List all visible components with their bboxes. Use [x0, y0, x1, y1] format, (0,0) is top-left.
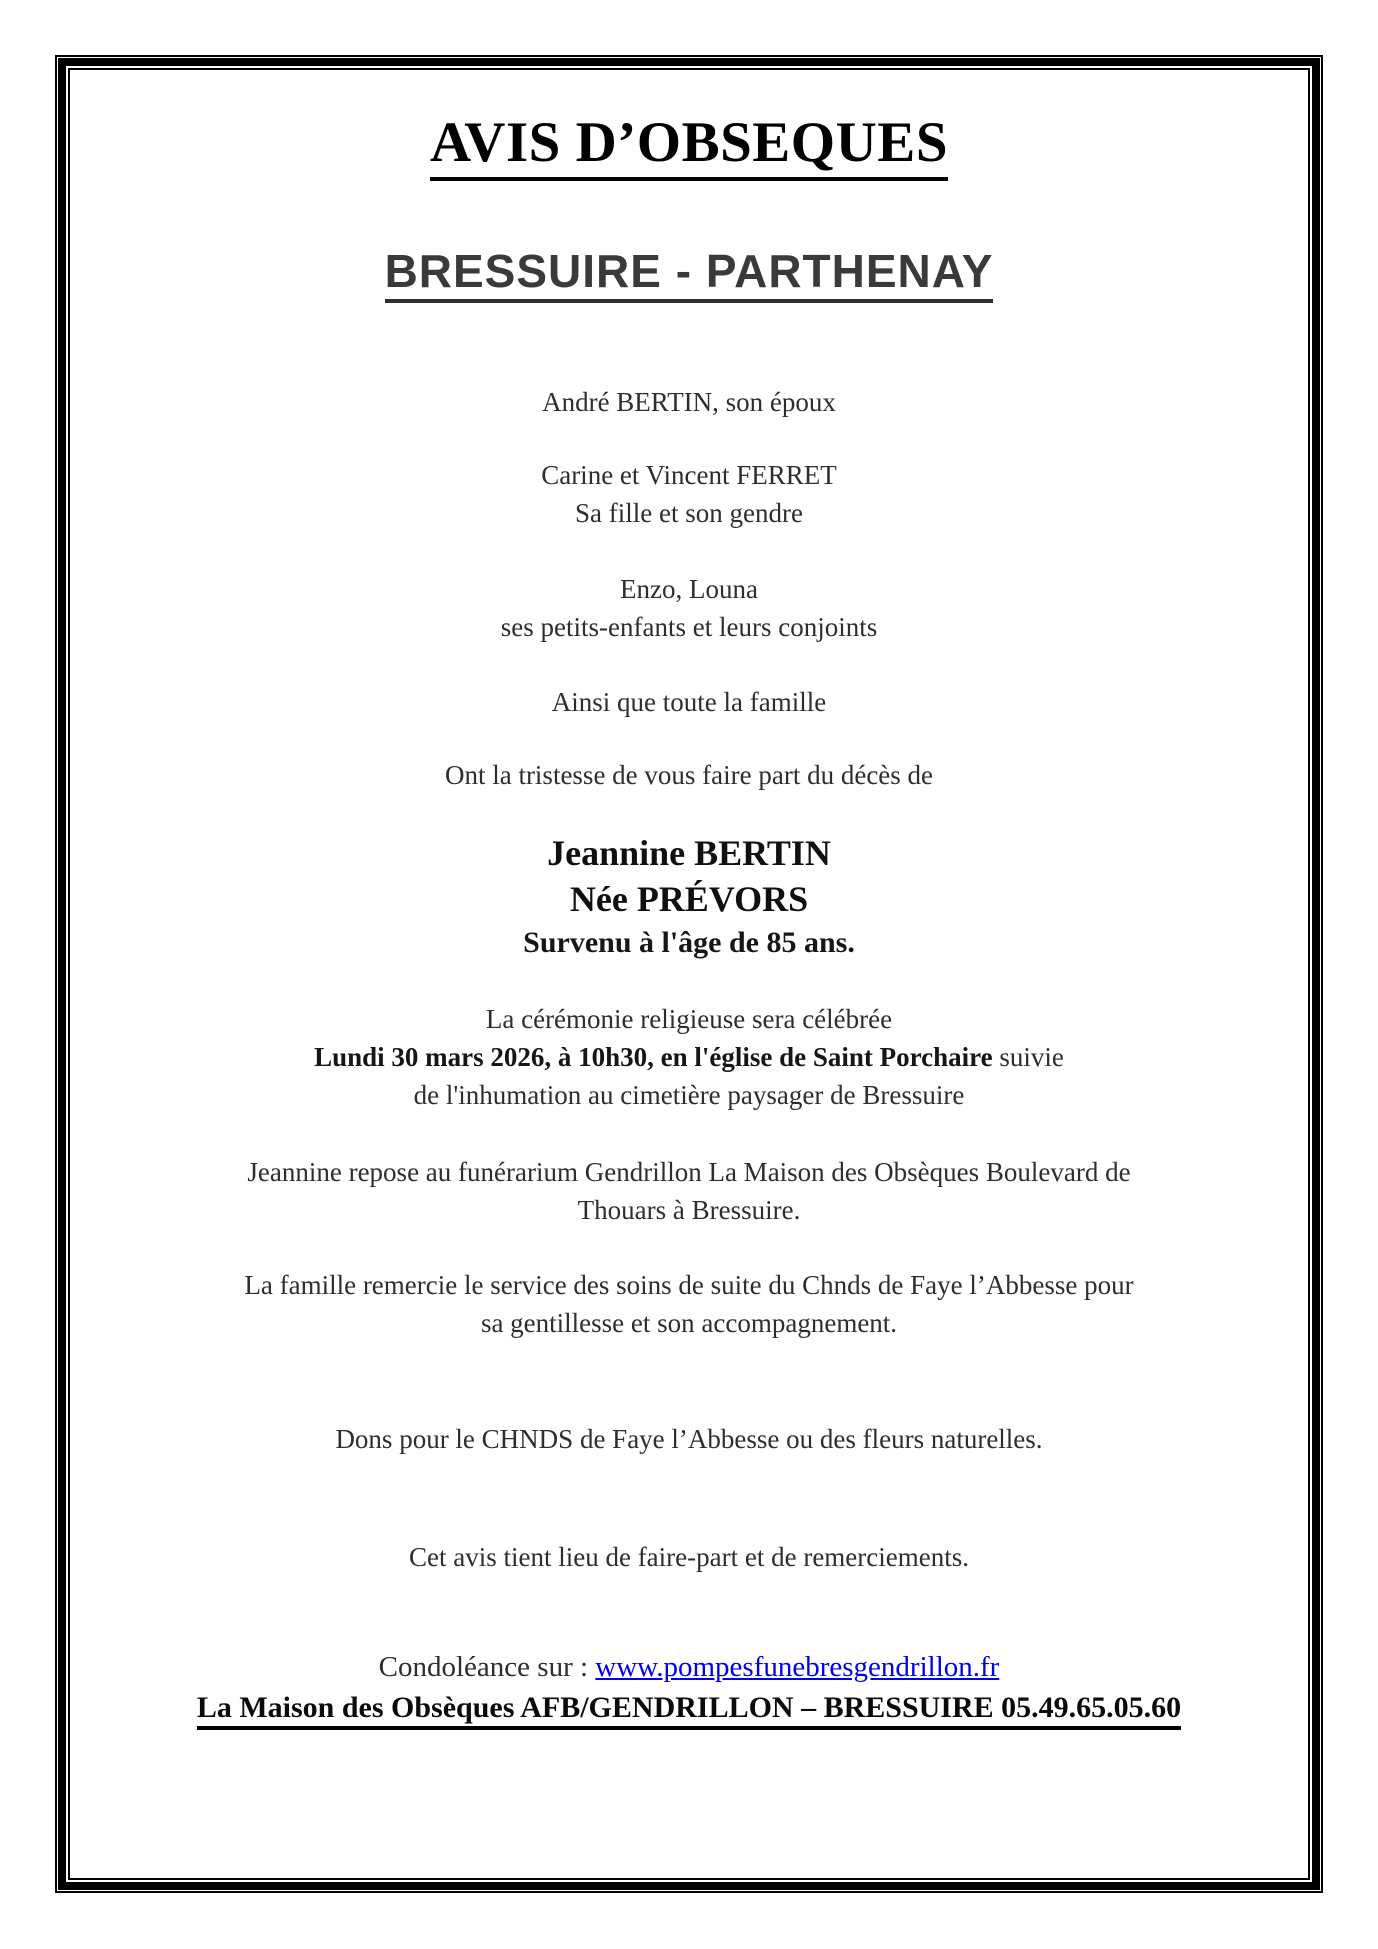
funeral-home-footer: [70, 1688, 1308, 1728]
page-title-text: AVIS D’OBSEQUES: [430, 111, 948, 181]
document-content: [70, 70, 1308, 1728]
repose-line-1: Jeannine repose au funérarium Gendrillon La Maison des Obsèques Boulevard de: [247, 1157, 1131, 1187]
ceremony-intro-line: La cérémonie religieuse sera célébrée: [485, 1004, 893, 1034]
deceased-name: Jeannine BERTIN: [547, 833, 831, 873]
page-border-thick-line: [58, 58, 1320, 1890]
donations-line: Dons pour le CHNDS de Faye l’Abbesse ou des fleurs naturelles.: [335, 1424, 1043, 1454]
page-border-frame: [55, 55, 1323, 1893]
page-title: [70, 110, 1308, 176]
family-all-line: Ainsi que toute la famille: [551, 687, 827, 717]
family-children-names-line: Carine et Vincent FERRET: [541, 460, 837, 490]
repose-line-2: Thouars à Bressuire.: [577, 1195, 801, 1225]
region-subtitle: [70, 243, 1308, 299]
condolences-line: [70, 1648, 1308, 1686]
condolences-website-link[interactable]: www.pompesfunebresgendrillon.fr: [595, 1651, 1000, 1683]
funeral-home-footer-text: La Maison des Obsèques AFB/GENDRILLON – BRESSUIRE 05.49.65.05.60: [197, 1691, 1181, 1730]
family-husband-line: André BERTIN, son époux: [542, 387, 836, 417]
announcement-line: Ont la tristesse de vous faire part du décès de: [444, 760, 934, 790]
condolences-prefix: Condoléance sur :: [378, 1651, 596, 1683]
thanks-line-2: sa gentillesse et son accompagnement.: [480, 1308, 898, 1338]
deceased-maiden-name: Née PRÉVORS: [569, 879, 809, 919]
thanks-line-1: La famille remercie le service des soins de suite du Chnds de Faye l’Abbesse pour: [244, 1270, 1134, 1300]
page-border-inner-line: [68, 68, 1310, 1880]
region-subtitle-text: BRESSUIRE - PARTHENAY: [385, 245, 994, 303]
ceremony-datetime-line: [70, 1038, 1308, 1076]
ceremony-datetime-bold: Lundi 30 mars 2026, à 10h30, en l'église de Saint Porchaire: [314, 1042, 993, 1072]
ceremony-datetime-tail: suivie: [992, 1042, 1064, 1072]
deceased-age-line: Survenu à l'âge de 85 ans.: [523, 926, 855, 959]
notice-line: Cet avis tient lieu de faire-part et de remerciements.: [409, 1542, 969, 1572]
family-children-relation-line: Sa fille et son gendre: [575, 498, 803, 528]
family-grandchildren-names-line: Enzo, Louna: [620, 574, 758, 604]
family-grandchildren-relation-line: ses petits-enfants et leurs conjoints: [500, 612, 878, 642]
ceremony-burial-line: de l'inhumation au cimetière paysager de Bressuire: [413, 1080, 965, 1110]
